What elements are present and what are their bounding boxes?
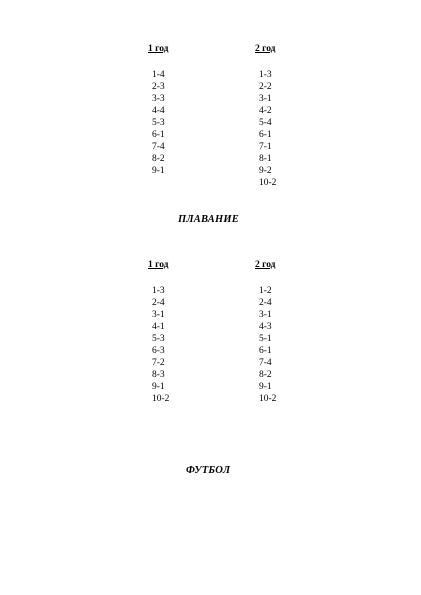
block2-col1 <box>148 259 169 405</box>
football-title: ФУТБОЛ <box>186 465 231 476</box>
score-row: 1-4 <box>152 70 165 80</box>
score-row: 7-1 <box>259 142 272 152</box>
block2-col2-header: 2 год <box>255 260 276 270</box>
score-row: 9-2 <box>259 166 272 176</box>
score-row: 4-3 <box>259 322 272 332</box>
score-row: 1-3 <box>259 70 272 80</box>
block2-col1-header: 1 год <box>148 260 169 270</box>
score-row: 2-3 <box>152 82 165 92</box>
block1-col1-list <box>148 69 168 177</box>
score-row: 5-3 <box>152 118 165 128</box>
score-row: 6-1 <box>259 130 272 140</box>
score-row: 6-1 <box>152 130 165 140</box>
score-row: 5-1 <box>259 334 272 344</box>
score-row: 7-2 <box>152 358 165 368</box>
block1-col1-header: 1 год <box>148 44 169 54</box>
score-row: 4-2 <box>259 106 272 116</box>
score-row: 10-2 <box>259 394 277 404</box>
score-row: 5-4 <box>259 118 272 128</box>
swimming-title: ПЛАВАНИЕ <box>178 214 239 225</box>
score-row: 8-2 <box>259 370 272 380</box>
score-row: 4-1 <box>152 322 165 332</box>
score-row: 2-4 <box>152 298 165 308</box>
block1-col1 <box>148 43 168 177</box>
block1-col2-header: 2 год <box>255 44 276 54</box>
score-row: 2-2 <box>259 82 272 92</box>
score-row: 9-1 <box>259 382 272 392</box>
score-row: 5-3 <box>152 334 165 344</box>
score-row: 10-2 <box>259 178 277 188</box>
score-row: 9-1 <box>152 382 165 392</box>
score-row: 10-2 <box>152 394 170 404</box>
score-row: 4-4 <box>152 106 165 116</box>
score-row: 6-1 <box>259 346 272 356</box>
score-row: 3-1 <box>259 94 272 104</box>
score-row: 1-2 <box>259 286 272 296</box>
score-row: 8-3 <box>152 370 165 380</box>
block2-col2-list <box>255 285 276 405</box>
score-row: 3-3 <box>152 94 165 104</box>
block2-col2 <box>255 259 276 405</box>
score-row: 9-1 <box>152 166 165 176</box>
score-row: 3-1 <box>152 310 165 320</box>
score-row: 8-2 <box>152 154 165 164</box>
score-row: 1-3 <box>152 286 165 296</box>
score-row: 7-4 <box>152 142 165 152</box>
score-row: 8-1 <box>259 154 272 164</box>
block2-col1-list <box>148 285 169 405</box>
block1-col2-list <box>255 69 276 189</box>
block1-col2 <box>255 43 276 189</box>
score-row: 6-3 <box>152 346 165 356</box>
score-row: 3-1 <box>259 310 272 320</box>
score-row: 2-4 <box>259 298 272 308</box>
score-row: 7-4 <box>259 358 272 368</box>
